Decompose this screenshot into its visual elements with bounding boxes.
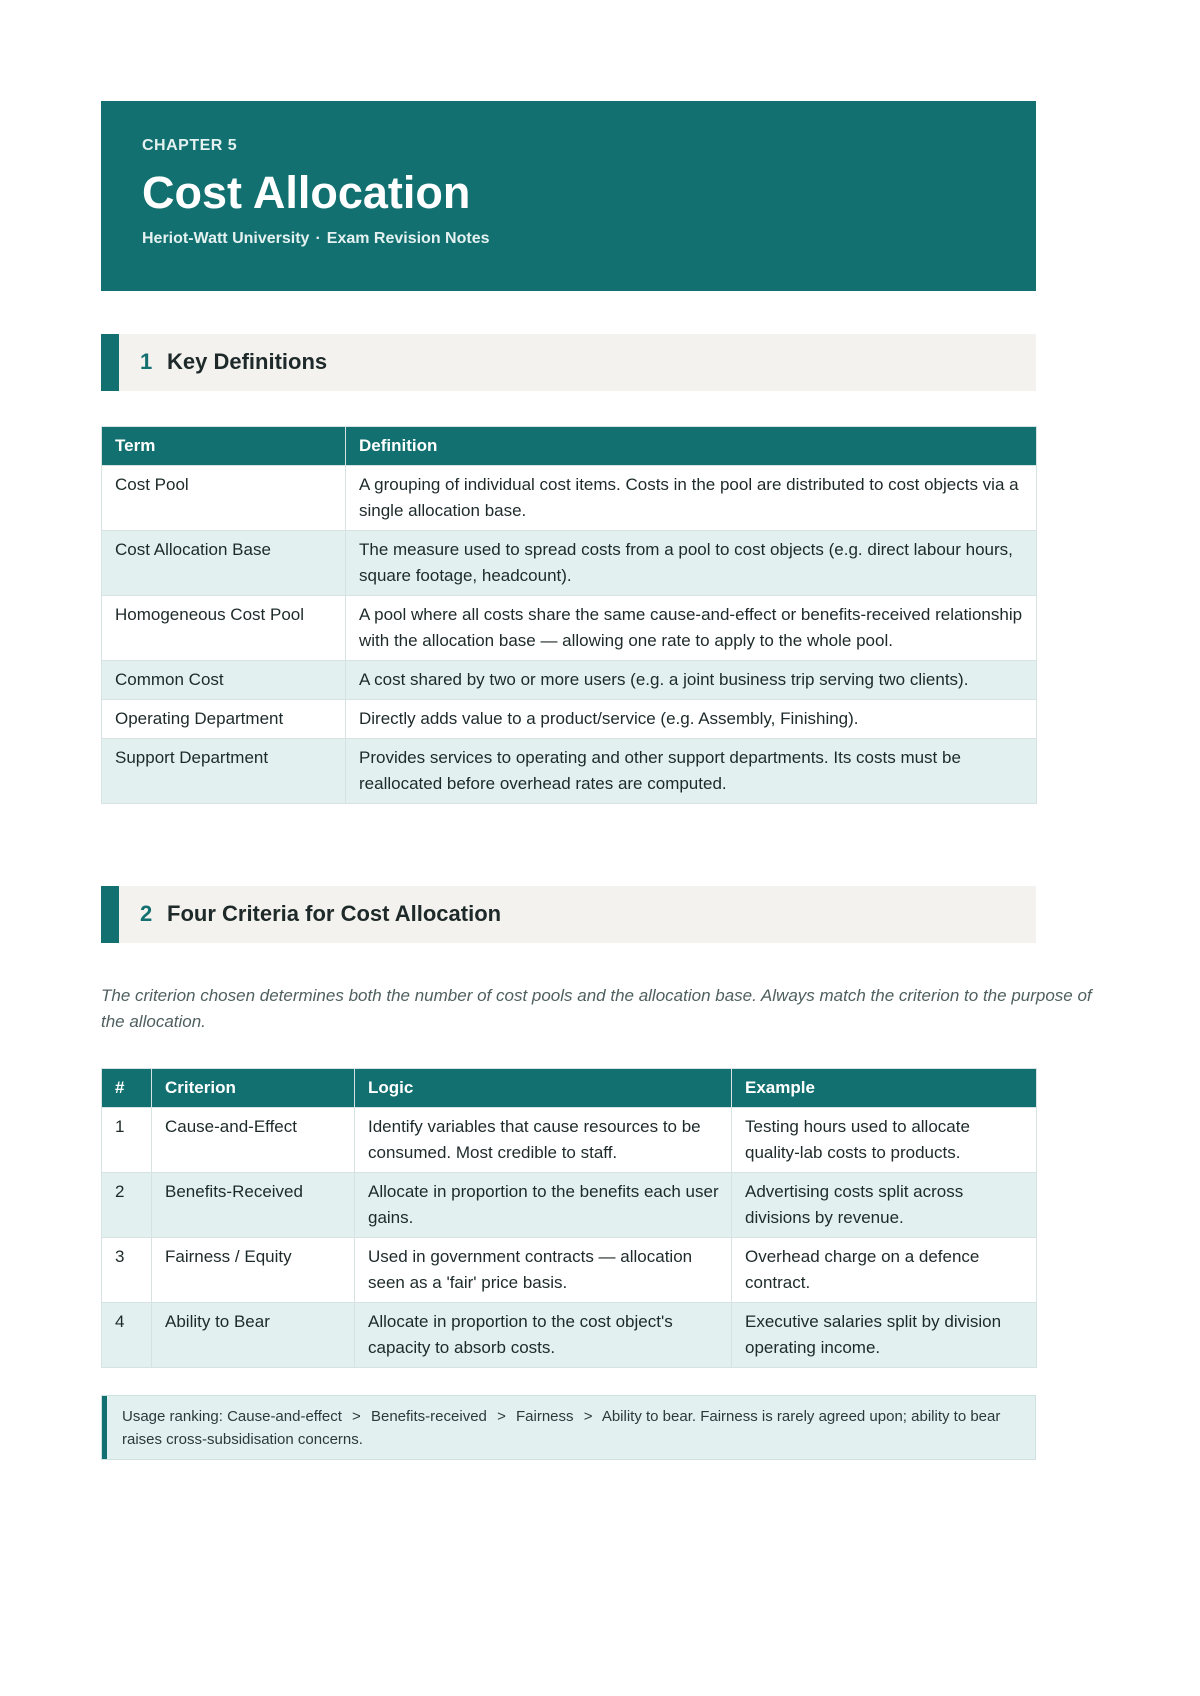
criterion-cell: Cause-and-Effect — [152, 1108, 355, 1173]
university-name: Heriot-Watt University — [142, 230, 310, 247]
column-header-example: Example — [732, 1069, 1037, 1108]
logic-cell: Allocate in proportion to the benefits each user gains. — [355, 1173, 732, 1238]
ranking-item: Benefits-received — [370, 1408, 487, 1425]
subtitle-separator: · — [315, 230, 321, 247]
term-cell: Cost Allocation Base — [102, 531, 346, 596]
number-cell: 3 — [102, 1238, 152, 1303]
definition-cell: Provides services to operating and other support departments. Its costs must be reallocated before overhead rates are computed. — [346, 739, 1037, 804]
number-cell: 2 — [102, 1173, 152, 1238]
example-cell: Executive salaries split by division operating income. — [732, 1303, 1037, 1368]
logic-cell: Identify variables that cause resources to be consumed. Most credible to staff. — [355, 1108, 732, 1173]
usage-ranking-callout — [101, 1395, 1036, 1460]
table-row — [102, 700, 1037, 739]
column-header-definition: Definition — [346, 427, 1037, 466]
chapter-banner — [101, 101, 1036, 291]
table-row — [102, 1238, 1037, 1303]
logic-cell: Allocate in proportion to the cost object's capacity to absorb costs. — [355, 1303, 732, 1368]
definition-cell: Directly adds value to a product/service (e.g. Assembly, Finishing). — [346, 700, 1037, 739]
column-header-number: # — [102, 1069, 152, 1108]
section-accent-bar — [101, 334, 119, 391]
callout-prefix: Usage ranking: — [122, 1408, 223, 1425]
criterion-cell: Fairness / Equity — [152, 1238, 355, 1303]
banner-subtitle — [142, 230, 995, 248]
definition-cell: A cost shared by two or more users (e.g. a joint business trip serving two clients). — [346, 661, 1037, 700]
example-cell: Overhead charge on a defence contract. — [732, 1238, 1037, 1303]
logic-cell: Used in government contracts — allocation seen as a 'fair' price basis. — [355, 1238, 732, 1303]
term-cell: Cost Pool — [102, 466, 346, 531]
table-row — [102, 596, 1037, 661]
section-accent-bar — [101, 886, 119, 943]
definition-cell: A grouping of individual cost items. Costs in the pool are distributed to cost objects via a single allocation base. — [346, 466, 1037, 531]
section-title: Key Definitions — [167, 349, 328, 374]
chapter-label: CHAPTER 5 — [142, 137, 238, 154]
term-cell: Homogeneous Cost Pool — [102, 596, 346, 661]
criteria-table — [101, 1068, 1037, 1368]
table-row — [102, 661, 1037, 700]
column-header-logic: Logic — [355, 1069, 732, 1108]
table-row — [102, 531, 1037, 596]
table-row — [102, 466, 1037, 531]
column-header-criterion: Criterion — [152, 1069, 355, 1108]
section-title: Four Criteria for Cost Allocation — [167, 901, 502, 926]
table-row — [102, 1303, 1037, 1368]
callout-comment: Fairness is rarely agreed upon; ability to bear raises cross-subsidisation concerns. — [122, 1408, 1001, 1448]
section-header-four-criteria — [101, 886, 1036, 943]
page-title: Cost Allocation — [142, 167, 471, 218]
section-number: 1 — [140, 349, 153, 374]
term-cell: Common Cost — [102, 661, 346, 700]
example-cell: Testing hours used to allocate quality-lab costs to products. — [732, 1108, 1037, 1173]
term-cell: Support Department — [102, 739, 346, 804]
ranking-arrow: > — [583, 1408, 593, 1425]
section-intro-note: The criterion chosen determines both the number of cost pools and the allocation base. Always match the criterion to the purpose of the allocation. — [101, 986, 1092, 1031]
ranking-item: Ability to bear. — [601, 1408, 697, 1425]
table-row — [102, 739, 1037, 804]
table-header-row — [102, 1069, 1037, 1108]
definitions-table — [101, 426, 1037, 804]
table-header-row — [102, 427, 1037, 466]
number-cell: 4 — [102, 1303, 152, 1368]
definition-cell: The measure used to spread costs from a pool to cost objects (e.g. direct labour hours, square footage, headcount). — [346, 531, 1037, 596]
example-cell: Advertising costs split across divisions by revenue. — [732, 1173, 1037, 1238]
ranking-item: Cause-and-effect — [227, 1408, 342, 1425]
number-cell: 1 — [102, 1108, 152, 1173]
callout-accent-bar — [102, 1396, 107, 1459]
definition-cell: A pool where all costs share the same cause-and-effect or benefits-received relationship with the allocation base — allowing one rate to apply to the whole pool. — [346, 596, 1037, 661]
table-row — [102, 1108, 1037, 1173]
criterion-cell: Ability to Bear — [152, 1303, 355, 1368]
section-header-key-definitions — [101, 334, 1036, 391]
table-row — [102, 1173, 1037, 1238]
ranking-item: Fairness — [516, 1408, 574, 1425]
ranking-arrow: > — [497, 1408, 506, 1425]
section-number: 2 — [140, 901, 153, 926]
notes-label: Exam Revision Notes — [326, 230, 490, 247]
criterion-cell: Benefits-Received — [152, 1173, 355, 1238]
term-cell: Operating Department — [102, 700, 346, 739]
column-header-term: Term — [102, 427, 346, 466]
ranking-arrow: > — [352, 1408, 361, 1425]
